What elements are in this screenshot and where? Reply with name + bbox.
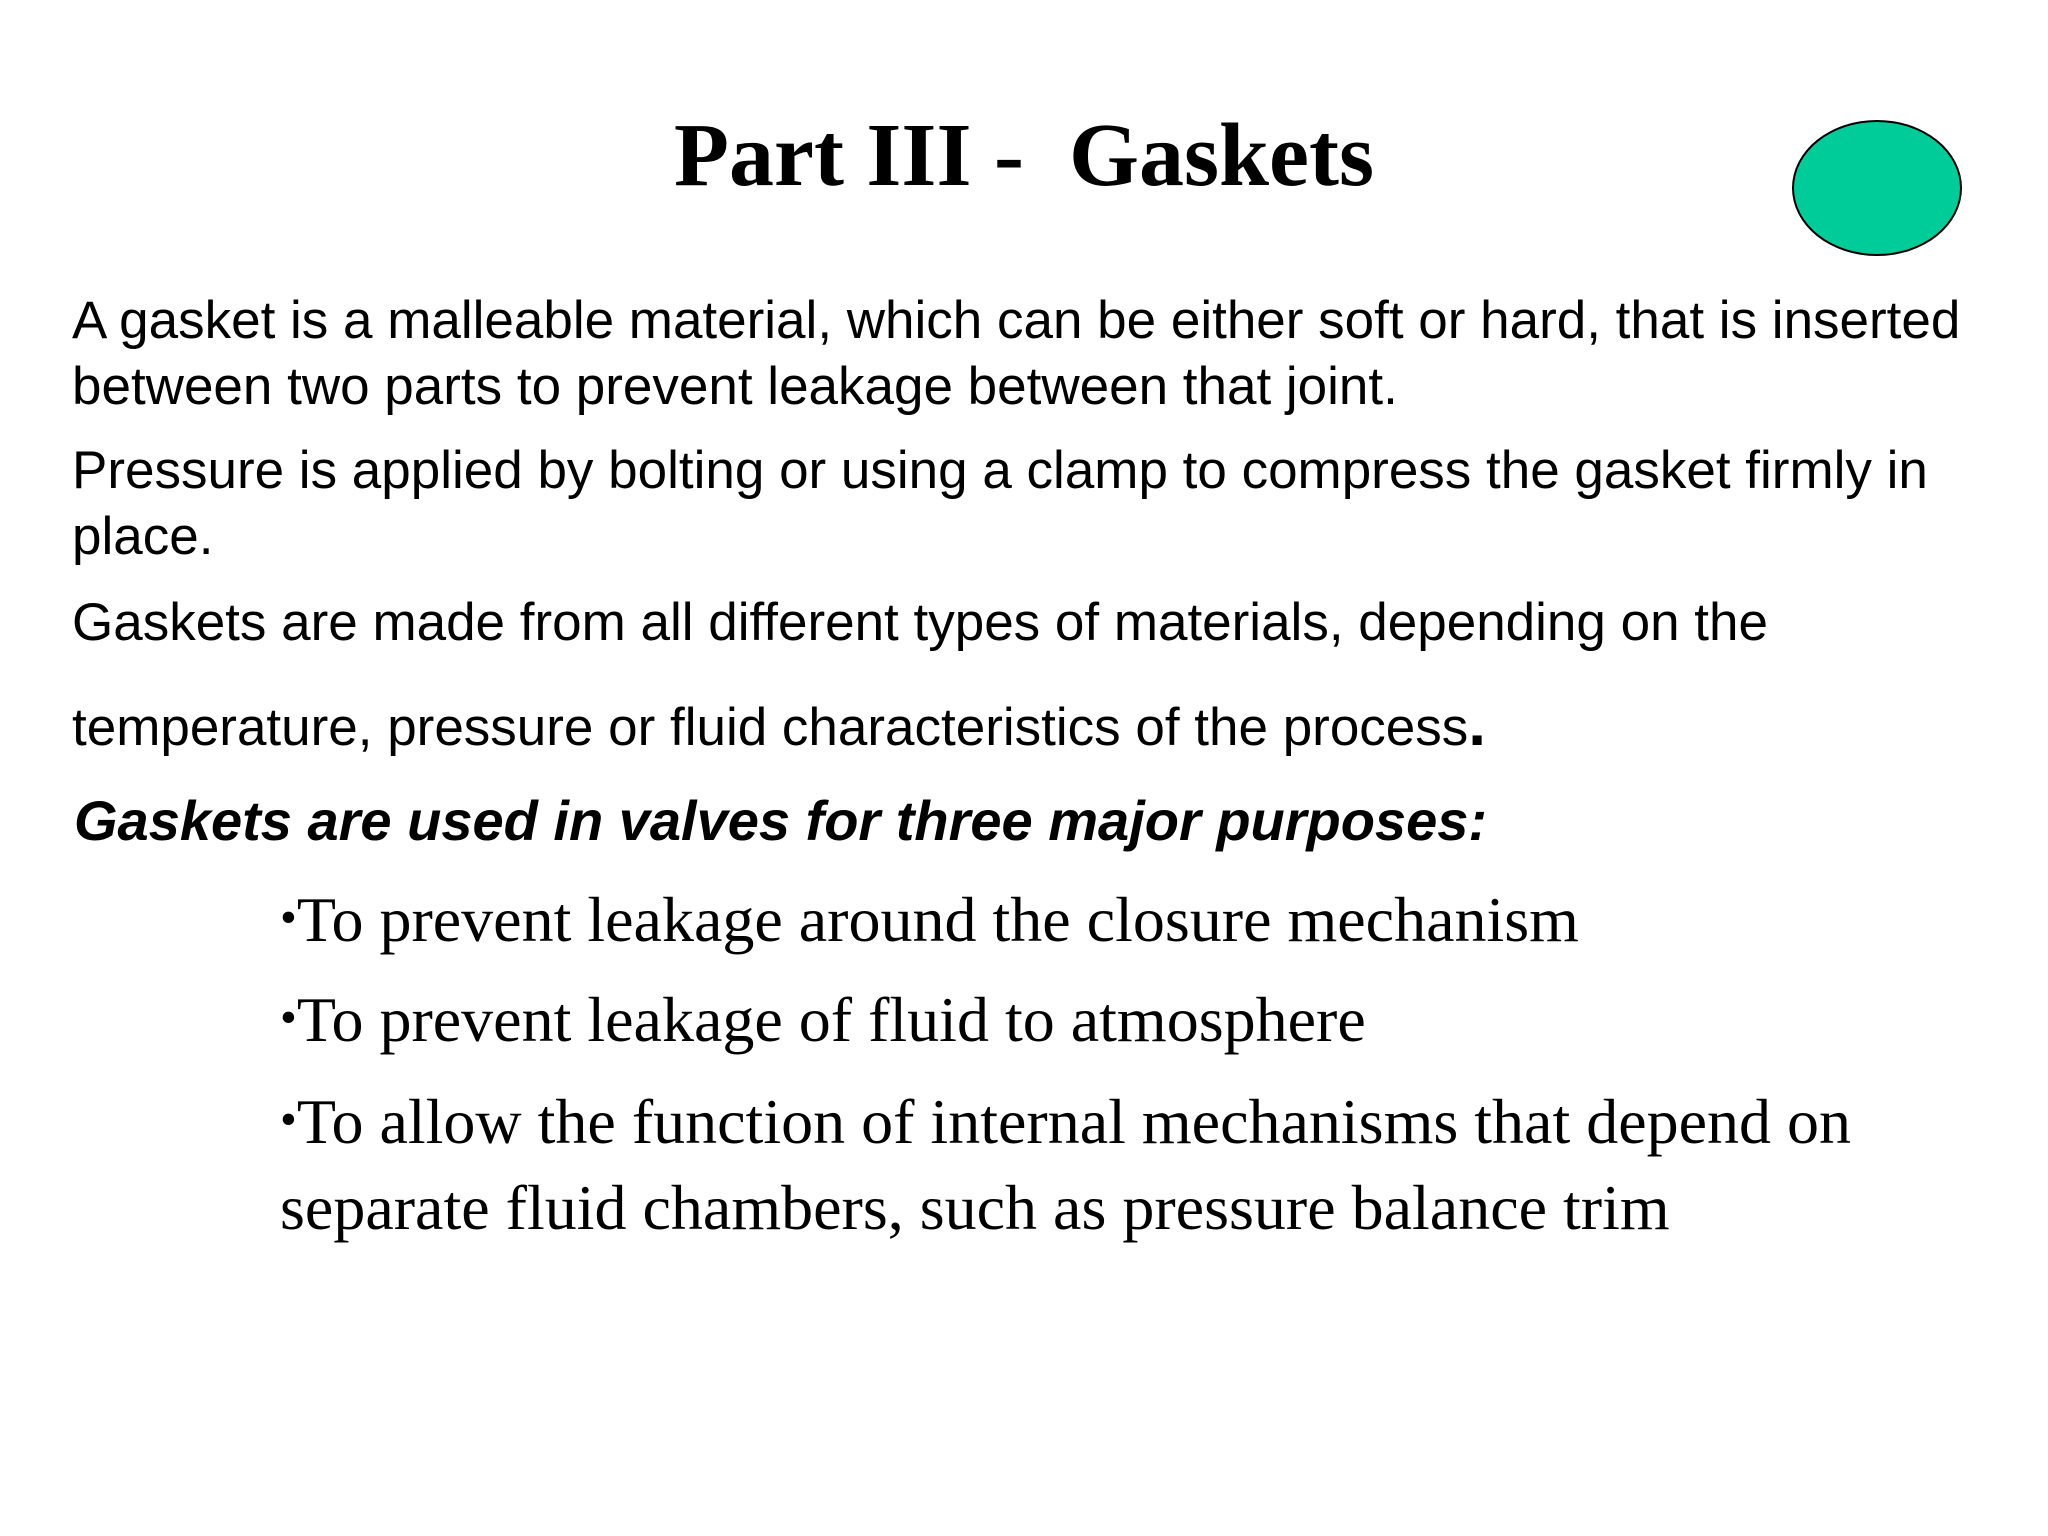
bullet-dot-icon: •	[280, 991, 297, 1044]
paragraph-materials-continued	[72, 687, 1972, 761]
paragraph-definition: A gasket is a malleable material, which can be either soft or hard, that is inserted between two parts to prevent leakage between that joint.	[72, 291, 1961, 416]
bullet-text: To allow the function of internal mechanisms that depend on separate fluid chambers, such as pressure balance trim	[280, 1086, 1852, 1243]
paragraph-materials-text: temperature, pressure or fluid characteristics of the process	[72, 698, 1469, 757]
bullet-item	[280, 1082, 2020, 1248]
paragraph-end-mark: .	[1468, 687, 1487, 759]
paragraph-materials: Gaskets are made from all different types of materials, depending on the	[72, 593, 1768, 652]
slide-title: Part III - Gaskets	[674, 106, 1374, 205]
purposes-heading: Gaskets are used in valves for three major purposes:	[74, 789, 1488, 852]
paragraph-pressure: Pressure is applied by bolting or using a clamp to compress the gasket firmly in place.	[72, 441, 1928, 566]
bullet-text: To prevent leakage of fluid to atmosphere	[296, 984, 1366, 1055]
bullet-item	[280, 880, 2020, 966]
green-ellipse-shape	[1792, 120, 1962, 256]
bullet-text: To prevent leakage around the closure mechanism	[296, 884, 1579, 955]
bullet-dot-icon: •	[280, 891, 297, 944]
bullet-item	[280, 980, 2020, 1066]
bullet-dot-icon: •	[280, 1093, 297, 1146]
